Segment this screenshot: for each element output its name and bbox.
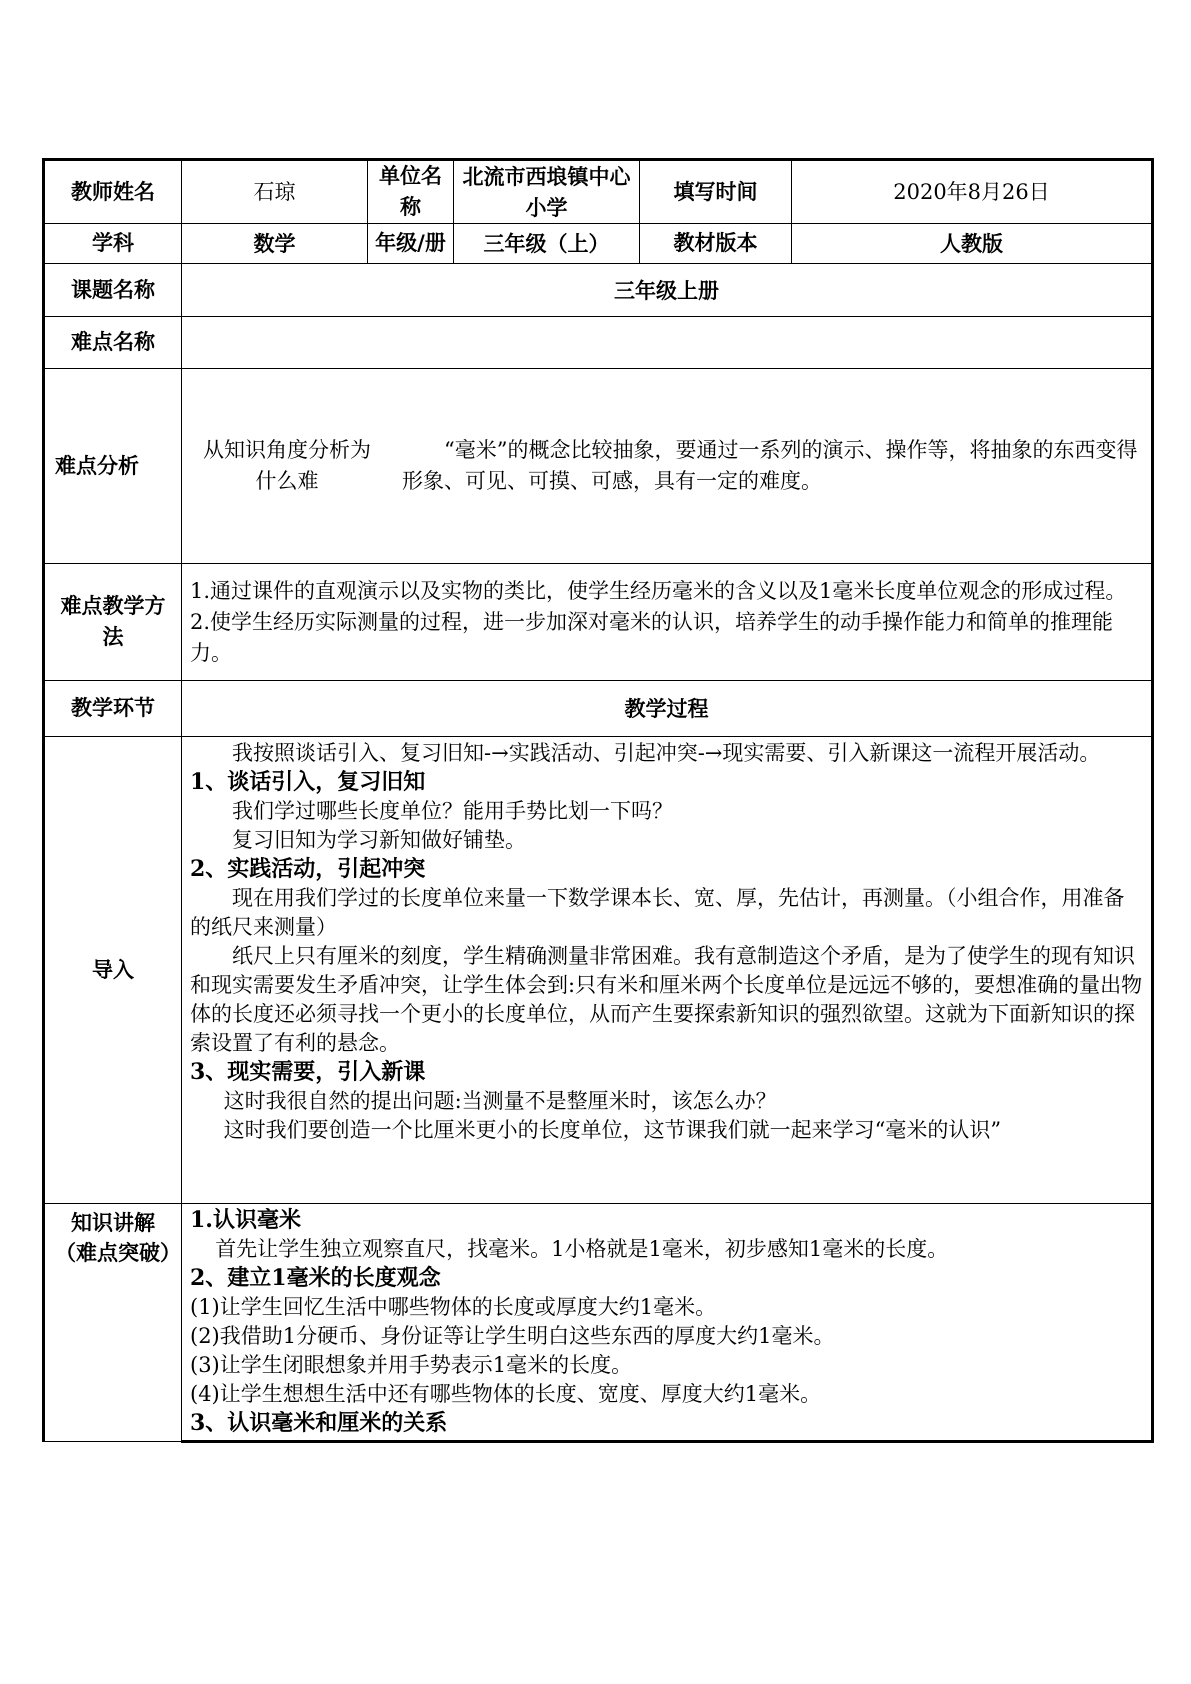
- analysis-text: “毫米”的概念比较抽象，要通过一系列的演示、操作等，将抽象的东西变得形象、可见、可摸、可感，具有一定的难度。: [402, 438, 1138, 493]
- intro-s1-title: 1、谈话引入，复习旧知: [190, 769, 426, 795]
- process-value: 教学过程: [182, 681, 1153, 737]
- intro-label: 导入: [44, 737, 182, 1204]
- knowledge-k1-p1: 首先让学生独立观察直尺，找毫米。1小格就是1毫米，初步感知1毫米的长度。: [215, 1237, 949, 1261]
- knowledge-label-line2: （难点突破）: [55, 1241, 181, 1265]
- teacher-value: 石琼: [182, 160, 368, 224]
- grade-value: 三年级（上）: [454, 224, 640, 264]
- unit-value: 北流市西埌镇中心小学: [454, 160, 640, 224]
- topic-value: 三年级上册: [182, 264, 1153, 317]
- date-label: 填写时间: [640, 160, 792, 224]
- row-analysis: [44, 369, 1153, 564]
- intro-s2-title: 2、实践活动，引起冲突: [190, 856, 426, 882]
- intro-s2-p1: 现在用我们学过的长度单位来量一下数学课本长、宽、厚，先估计，再测量。（小组合作，用准备的纸尺来测量）: [190, 886, 1125, 939]
- grade-label: 年级/册: [368, 224, 454, 264]
- process-label: 教学环节: [44, 681, 182, 737]
- row-subject-info: [44, 224, 1153, 264]
- lesson-plan-table: [42, 158, 1154, 1443]
- topic-label: 课题名称: [44, 264, 182, 317]
- teacher-label: 教师姓名: [44, 160, 182, 224]
- intro-s2-p2: 纸尺上只有厘米的刻度，学生精确测量非常困难。我有意制造这个矛盾，是为了使学生的现有知识和现实需要发生矛盾冲突，让学生体会到:只有米和厘米两个长度单位是远远不够的，要想准确的量出物体的长度还必须寻找一个更小的长度单位，从而产生要探索新知识的强烈欲望。这就为下面新知识的探索设置了有利的悬念。: [190, 944, 1143, 1055]
- intro-s3-p2: 这时我们要创造一个比厘米更小的长度单位，这节课我们就一起来学习“毫米的认识”: [223, 1118, 1002, 1142]
- edition-label: 教材版本: [640, 224, 792, 264]
- analysis-sublabel: 从知识角度分析为什么难: [203, 438, 371, 493]
- difficulty-value: [182, 317, 1153, 369]
- intro-s1-p1: 我们学过哪些长度单位？能用手势比划一下吗？: [232, 799, 673, 823]
- difficulty-label: 难点名称: [44, 317, 182, 369]
- edition-value: 人教版: [792, 224, 1153, 264]
- knowledge-k1-title: 1.认识毫米: [190, 1207, 301, 1233]
- intro-s3-p1: 这时我很自然的提出问题:当测量不是整厘米时，该怎么办？: [223, 1089, 777, 1113]
- knowledge-k2-item-3: (3)让学生闭眼想象并用手势表示1毫米的长度。: [190, 1353, 633, 1377]
- subject-label: 学科: [44, 224, 182, 264]
- row-process-header: [44, 681, 1153, 737]
- method-label: 难点教学方法: [44, 564, 182, 681]
- method-item-1: 1.通过课件的直观演示以及实物的类比，使学生经历毫米的含义以及1毫米长度单位观念的形成过程。: [190, 578, 1127, 603]
- method-item-2: 2.使学生经历实际测量的过程，进一步加深对毫米的认识，培养学生的动手操作能力和简单的推理能力。: [190, 609, 1114, 665]
- intro-lead: 我按照谈话引入、复习旧知-→实践活动、引起冲突-→现实需要、引入新课这一流程开展活动。: [232, 741, 1101, 765]
- row-intro: [44, 737, 1153, 1204]
- knowledge-k3-title: 3、认识毫米和厘米的关系: [190, 1410, 448, 1436]
- row-knowledge: [44, 1204, 1153, 1442]
- row-method: [44, 564, 1153, 681]
- intro-s1-p2: 复习旧知为学习新知做好铺垫。: [232, 828, 526, 852]
- knowledge-label-line1: 知识讲解: [71, 1211, 155, 1235]
- knowledge-k2-item-4: (4)让学生想想生活中还有哪些物体的长度、宽度、厚度大约1毫米。: [190, 1382, 822, 1406]
- subject-value: 数学: [182, 224, 368, 264]
- lesson-plan-page: [42, 158, 1151, 1443]
- knowledge-k2-item-1: (1)让学生回忆生活中哪些物体的长度或厚度大约1毫米。: [190, 1295, 717, 1319]
- intro-s3-title: 3、现实需要，引入新课: [190, 1059, 426, 1085]
- row-topic: [44, 264, 1153, 317]
- row-teacher-info: [44, 160, 1153, 224]
- unit-label: 单位名称: [368, 160, 454, 224]
- knowledge-k2-title: 2、建立1毫米的长度观念: [190, 1265, 441, 1291]
- knowledge-k2-item-2: (2)我借助1分硬币、身份证等让学生明白这些东西的厚度大约1毫米。: [190, 1324, 835, 1348]
- analysis-label: 难点分析: [44, 369, 182, 564]
- row-difficulty: [44, 317, 1153, 369]
- date-value: 2020年8月26日: [792, 160, 1153, 224]
